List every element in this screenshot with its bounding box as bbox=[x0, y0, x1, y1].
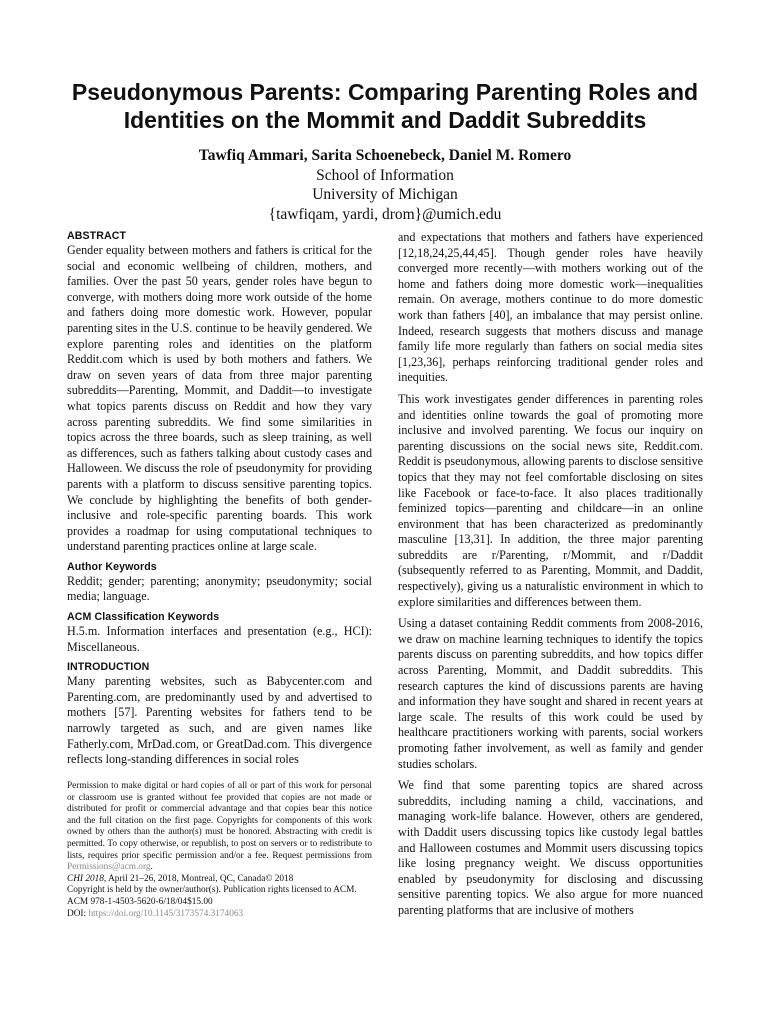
abstract-section bbox=[67, 230, 372, 555]
author-keywords-section bbox=[67, 561, 372, 605]
permission-text: Permission to make digital or hard copies of all or part of this work for personal or classroom use is granted without fee provided that copies are not made or distributed for profit or commercial advantage and that copies bear this notice and the full citation on the first page. Copyrights for components of this work owned by others than the author(s) must be honored. Abstracting with credit is permitted. To copy otherwise, or republish, to post on servers or to redistribute to lists, requires prior specific permission and/or a fee. Request permissions from Permissions@acm.org. bbox=[67, 781, 372, 873]
paper-title: Pseudonymous Parents: Comparing Parenting Roles and Identities on the Mommit and Daddit Subreddits bbox=[71, 79, 699, 133]
permissions-email-link[interactable]: Permissions@acm.org bbox=[67, 862, 151, 873]
permission-notice bbox=[67, 781, 372, 920]
author-university: University of Michigan bbox=[312, 186, 458, 203]
acm-keywords-text: H.5.m. Information interfaces and presentation (e.g., HCI): Miscellaneous. bbox=[67, 624, 372, 654]
conference-name: CHI 2018, bbox=[67, 873, 107, 884]
abstract-heading: ABSTRACT bbox=[67, 230, 127, 242]
introduction-paragraph: Many parenting websites, such as Babycenter.com and Parenting.com, are predominantly used by and advertised to mothers [57]. Parenting websites for fathers tend to be narrowly targeted as such, and are given names like Fatherly.com, MrDad.com, or GreatDad.com. This divergence reflects long-standing differences in social roles bbox=[67, 674, 372, 767]
left-column bbox=[67, 230, 372, 774]
body-paragraph: and expectations that mothers and fathers have experienced [12,18,24,25,44,45]. Though gender roles have heavily converged more recently—with mothers working out of the home and fathers doing more domestic work—inequalities remain. On average, mothers continue to do more domestic work than fathers [40], an imbalance that may persist online. Indeed, research suggests that mothers discuss and manage family life more regularly than fathers on social media sites [1,23,36], perhaps reinforcing traditional gender roles and inequities. bbox=[398, 230, 703, 385]
introduction-section bbox=[67, 661, 372, 768]
abstract-text: Gender equality between mothers and fathers is critical for the social and economic wellbeing of children, mothers, and families. Over the past 50 years, gender roles have begun to converge, with mothers doing more work outside of the home and fathers doing more domestic work. However, popular parenting sites in the U.S. continue to be heavily gendered. We explore parenting roles and identities on the platform Reddit.com which is used by both mothers and fathers. We draw on seven years of data from three major parenting subreddits—Parenting, Mommit, and Daddit—to investigate what topics parents discuss on Reddit and how they vary across parenting subreddits. We find some similarities in topics across the three boards, such as sleep training, as well as differences, such as fathers talking about custody cases and Halloween. We discuss the role of pseudonymity for providing parents with a platform to discuss sensitive parenting topics. We conclude by highlighting the benefits of both gender-inclusive and role-specific parenting boards. This work provides a roadmap for using computational techniques to understand parenting practices online at large scale. bbox=[67, 243, 372, 554]
acm-keywords-section bbox=[67, 611, 372, 655]
author-keywords-heading: Author Keywords bbox=[67, 560, 157, 573]
acm-keywords-heading: ACM Classification Keywords bbox=[67, 611, 220, 624]
conference-line: CHI 2018, April 21–26, 2018, Montreal, QC, Canada© 2018 bbox=[67, 873, 294, 884]
doi-line: DOI: https://doi.org/10.1145/3173574.3174063 bbox=[67, 908, 244, 919]
author-names: Tawfiq Ammari, Sarita Schoenebeck, Daniel M. Romero bbox=[198, 147, 572, 164]
copyright-line: Copyright is held by the owner/author(s). Publication rights licensed to ACM. bbox=[67, 885, 357, 896]
right-column bbox=[398, 230, 703, 925]
author-emails: {tawfiqam, yardi, drom}@umich.edu bbox=[268, 205, 502, 223]
doi-link[interactable]: https://doi.org/10.1145/3173574.3174063 bbox=[88, 908, 244, 919]
author-department: School of Information bbox=[316, 166, 454, 184]
author-block bbox=[40, 146, 730, 224]
body-paragraph: Using a dataset containing Reddit comments from 2008-2016, we draw on machine learning techniques to identify the topics parents discuss on parenting subreddits, and how topics differ across Parenting, Mommit, and Daddit subreddits. This research captures the kind of discussions parents are having and information they have sought and shared in recent years at large scale. The results of this work could be used by healthcare practitioners working with parents, social workers promoting father involvement, as well as family and gender studies scholars. bbox=[398, 616, 703, 771]
isbn-line: ACM 978-1-4503-5620-6/18/04$15.00 bbox=[67, 896, 213, 907]
introduction-heading: INTRODUCTION bbox=[67, 661, 150, 674]
author-keywords-text: Reddit; gender; parenting; anonymity; pseudonymity; social media; language. bbox=[67, 573, 372, 604]
body-paragraph: This work investigates gender differences in parenting roles and identities online towards the goal of promoting more inclusive and involved parenting. We focus our inquiry on parenting discussions on the social news site, Reddit.com. Reddit is pseudonymous, allowing parents to disclose sensitive topics that they may not feel comfortable disclosing on sites like Facebook or face-to-face. It also places traditionally feminized topics—parenting and childcare—in an online environment that has been characterized as predominantly masculine [13,31]. In addition, the three major parenting subreddits are r/Parenting, r/Mommit, and r/Daddit (subsequently referred to as Parenting, Mommit, and Daddit, respectively), giving us a naturalistic environment in which to explore similarities and differences between them. bbox=[398, 391, 704, 609]
body-paragraph: We find that some parenting topics are shared across subreddits, including naming a child, vaccinations, and managing work-life balance. However, others are gendered, with Daddit users discussing topics like custody legal battles and Halloween costumes and Mommit users discussing topics like losing pregnancy weight. We discuss opportunities enabled by pseudonymity for disclosing and discussing sensitive parenting topics. We also argue for more nuanced parenting platforms that are inclusive of mothers bbox=[398, 778, 703, 917]
